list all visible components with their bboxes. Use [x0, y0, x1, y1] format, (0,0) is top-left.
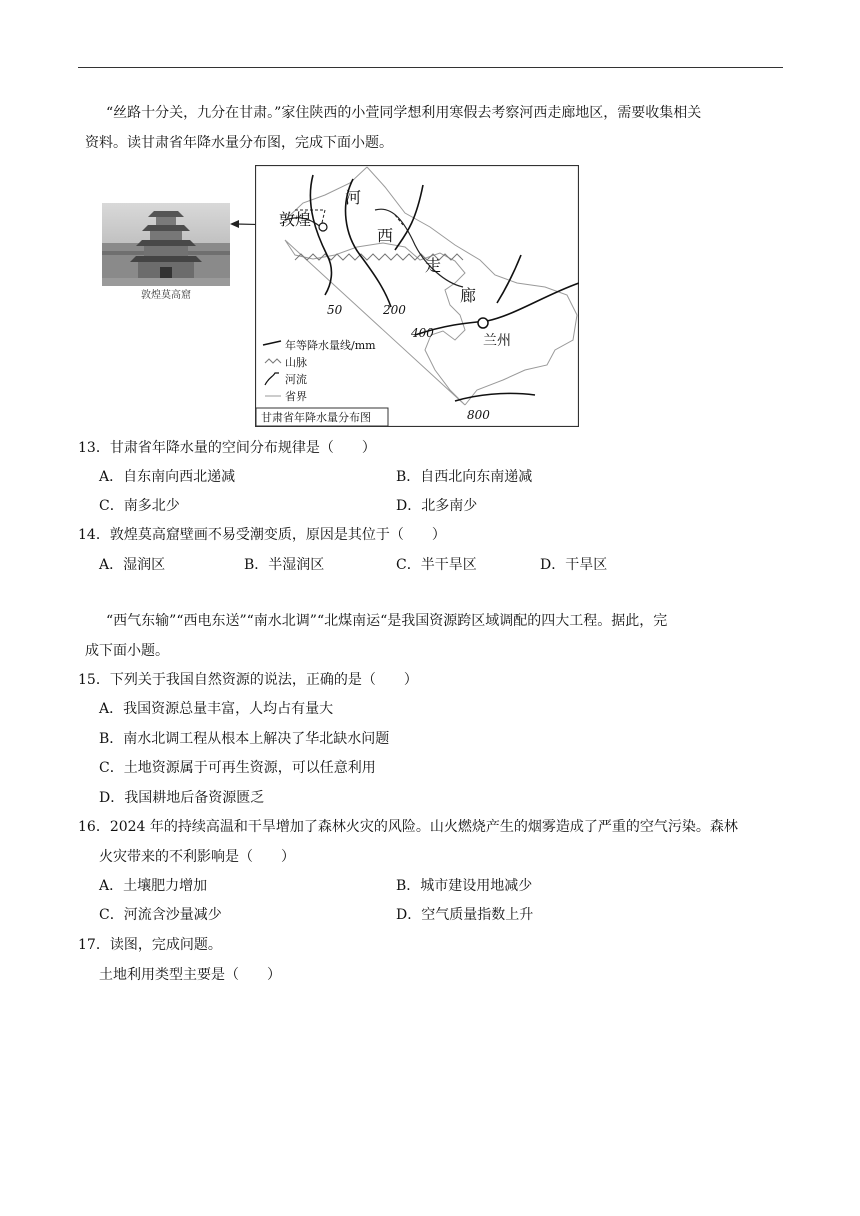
- q16-option-d: D．空气质量指数上升: [396, 907, 534, 923]
- q14-option-d: D．干旱区: [540, 557, 608, 573]
- map-title: 甘肃省年降水量分布图: [261, 411, 371, 424]
- isoline-label-800: 800: [467, 408, 490, 422]
- intro1-line1: “丝路十分关，九分在甘肃。”家住陕西的小萱同学想利用寒假去考察河西走廊地区，需要收集相关: [106, 105, 702, 121]
- q13-stem: 13．甘肃省年降水量的空间分布规律是（ ）: [78, 440, 376, 456]
- header-rule: [78, 67, 783, 68]
- q15-option-b: B．南水北调工程从根本上解决了华北缺水问题: [99, 731, 390, 747]
- q16-option-c: C．河流含沙量减少: [99, 907, 222, 923]
- intro2-line2: 成下面小题。: [85, 643, 169, 659]
- q13-option-b: B．自西北向东南递减: [396, 469, 533, 485]
- q16-stem-line1: 16．2024 年的持续高温和干旱增加了森林火灾的风险。山火燃烧产生的烟雾造成了严重的空气污染。森林: [78, 819, 738, 835]
- label-xi: 西: [377, 226, 394, 245]
- precipitation-map: [255, 165, 579, 427]
- q16-option-b: B．城市建设用地减少: [396, 878, 533, 894]
- label-lanzhou: 兰州: [483, 333, 511, 349]
- q14-option-b: B．半湿润区: [244, 557, 325, 573]
- isoline-label-400: 400: [411, 326, 434, 340]
- q17-stem: 17．读图，完成问题。: [78, 937, 222, 953]
- photo-caption: 敦煌莫高窟: [141, 290, 191, 301]
- label-dunhuang: 敦煌: [279, 210, 312, 229]
- legend-isoline: 年等降水量线/mm: [285, 339, 376, 352]
- q14-option-c: C．半干旱区: [396, 557, 477, 573]
- isoline-label-200: 200: [383, 303, 406, 317]
- q16-stem-line2: 火灾带来的不利影响是（ ）: [99, 849, 295, 865]
- q16-option-a: A．土壤肥力增加: [99, 878, 208, 894]
- q15-option-d: D．我国耕地后备资源匮乏: [99, 790, 265, 806]
- q13-option-d: D．北多南少: [396, 498, 478, 514]
- legend-boundary: 省界: [285, 390, 307, 403]
- label-zou: 走: [425, 256, 442, 275]
- intro1-line2: 资料。读甘肃省年降水量分布图，完成下面小题。: [85, 135, 393, 151]
- intro2-line1: “西气东输”“西电东送”“南水北调”“北煤南运“是我国资源跨区域调配的四大工程。据此，完: [106, 613, 668, 629]
- legend-river: 河流: [285, 373, 307, 386]
- label-he: 河: [345, 188, 362, 207]
- label-lang: 廊: [460, 286, 477, 305]
- q13-option-c: C．南多北少: [99, 498, 180, 514]
- q15-stem: 15．下列关于我国自然资源的说法，正确的是（ ）: [78, 672, 418, 688]
- q15-option-a: A．我国资源总量丰富，人均占有量大: [99, 701, 334, 717]
- q15-option-c: C．土地资源属于可再生资源，可以任意利用: [99, 760, 376, 776]
- q17-sub: 土地利用类型主要是（ ）: [99, 967, 281, 983]
- mogao-grottoes-photo: [102, 203, 230, 286]
- q14-option-a: A．湿润区: [99, 557, 166, 573]
- q13-option-a: A．自东南向西北递减: [99, 469, 236, 485]
- isoline-label-50: 50: [327, 303, 343, 317]
- legend-mountain: 山脉: [285, 356, 307, 369]
- q14-stem: 14．敦煌莫高窟壁画不易受潮变质，原因是其位于（ ）: [78, 527, 446, 543]
